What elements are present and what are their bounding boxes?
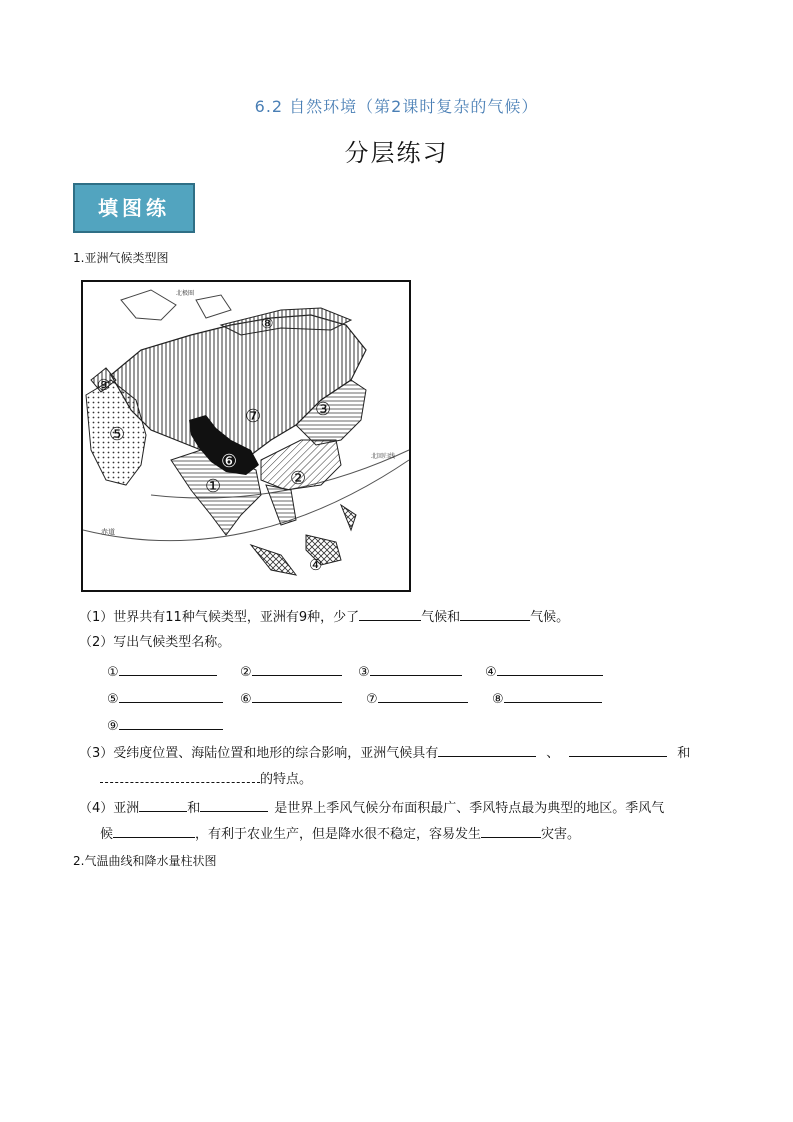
num-label: ⑤ [107, 692, 119, 707]
page-title: 分层练习 [344, 139, 449, 167]
map-label: ② [290, 468, 307, 489]
map-label: ① [205, 476, 222, 497]
map-label: ③ [315, 399, 332, 420]
answer-blank[interactable] [370, 661, 462, 676]
answer-item [485, 661, 603, 683]
question-1-part-3b [100, 768, 312, 790]
asia-climate-map [81, 280, 411, 592]
q1p1-text: （1）世界共有11种气候类型，亚洲有9种，少了 [79, 610, 360, 625]
answer-blank[interactable] [139, 797, 187, 812]
answer-item [492, 688, 602, 710]
answer-item [358, 661, 462, 683]
q1p4-text-e: 灾害。 [541, 827, 581, 842]
question-1-part-2: （2）写出气候类型名称。 [79, 635, 231, 650]
map-label: ⑦ [245, 406, 262, 427]
answer-blank[interactable] [438, 742, 536, 757]
num-label: ② [240, 665, 252, 680]
answer-blank[interactable] [119, 688, 223, 703]
q1p4-text-c: 候 [100, 827, 114, 842]
answer-blank[interactable] [504, 688, 602, 703]
map-label: ⑧ [261, 316, 274, 332]
answer-row-1 [107, 661, 217, 683]
answer-blank[interactable] [119, 661, 217, 676]
answer-blank[interactable] [481, 823, 541, 838]
q1p3-text-b: 的特点。 [260, 772, 313, 787]
answer-blank[interactable] [100, 768, 260, 783]
question-1-part-4 [79, 797, 664, 819]
map-svg [81, 280, 411, 592]
answer-blank[interactable] [359, 606, 421, 621]
question-1-part-1 [79, 606, 569, 628]
question-2-caption: 2.气温曲线和降水量柱状图 [73, 854, 217, 868]
answer-blank[interactable] [569, 742, 667, 757]
map-text-arctic: 北极圈 [176, 290, 195, 297]
map-text-equator: 赤道 [101, 528, 115, 536]
question-1-part-4b [100, 823, 580, 845]
answer-item [107, 715, 223, 737]
question-1-part-3 [79, 742, 690, 764]
map-text-tropic: 北回归线 [371, 453, 396, 460]
num-label: ③ [358, 665, 370, 680]
num-label: ⑦ [366, 692, 378, 707]
map-label: ⑥ [221, 451, 238, 472]
separator: 、 [546, 746, 560, 761]
answer-item [240, 688, 342, 710]
num-label: ④ [485, 665, 497, 680]
answer-item [107, 688, 223, 710]
section-heading: 填图练 [73, 183, 195, 233]
answer-blank[interactable] [460, 606, 530, 621]
q1p1-text-c: 气候。 [530, 610, 570, 625]
num-label: ⑥ [240, 692, 252, 707]
answer-blank[interactable] [378, 688, 468, 703]
q1p4-text-d: ，有利于农业生产，但是降水很不稳定，容易发生 [195, 827, 482, 842]
q1p1-text-b: 气候和 [421, 610, 461, 625]
and-text: 和 [677, 746, 691, 761]
and-text: 和 [187, 801, 201, 816]
page-subtitle: 6.2 自然环境（第2课时复杂的气候） [254, 97, 539, 116]
num-label: ⑨ [107, 719, 119, 734]
q1p4-text-b: 是世界上季风气候分布面积最广、季风特点最为典型的地区。季风气 [274, 801, 665, 816]
answer-blank[interactable] [119, 715, 223, 730]
answer-blank[interactable] [113, 823, 195, 838]
map-label: ⑨ [97, 376, 111, 394]
q1p3-text: （3）受纬度位置、海陆位置和地形的综合影响，亚洲气候具有 [79, 746, 439, 761]
map-label: ④ [309, 556, 323, 574]
num-label: ⑧ [492, 692, 504, 707]
answer-blank[interactable] [497, 661, 603, 676]
map-label: ⑤ [109, 424, 126, 445]
answer-blank[interactable] [200, 797, 268, 812]
num-label: ① [107, 665, 119, 680]
answer-item [366, 688, 468, 710]
answer-blank[interactable] [252, 661, 342, 676]
question-1-caption: 1.亚洲气候类型图 [73, 251, 169, 265]
answer-item [240, 661, 342, 683]
answer-blank[interactable] [252, 688, 342, 703]
q1p4-text-a: （4）亚洲 [79, 801, 140, 816]
